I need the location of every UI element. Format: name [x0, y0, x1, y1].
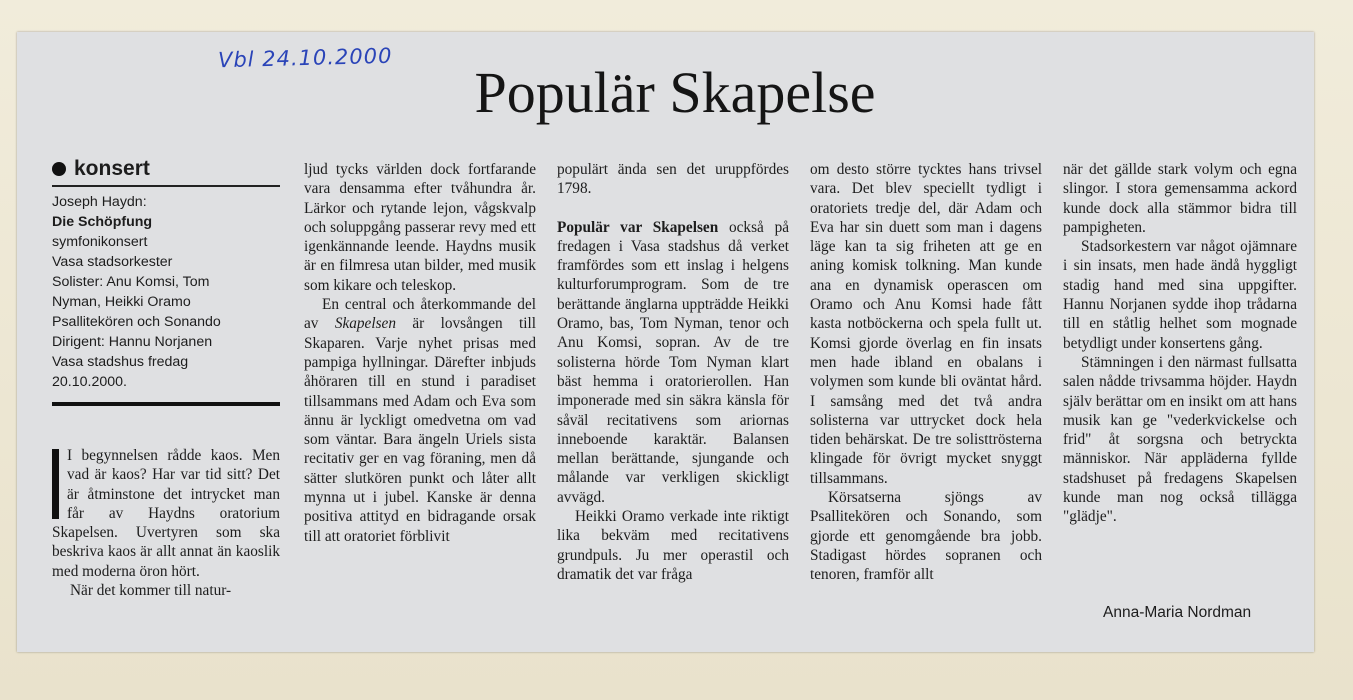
- paragraph: [557, 218, 789, 507]
- paragraph: Körsatserna sjöngs av Psallitekören och Sonando, som gjorde ett genomgående bra jobb. Stadigast hördes sopranen och tenoren, framför allt: [810, 489, 1042, 584]
- fact-line: Joseph Haydn:: [52, 194, 147, 210]
- paragraph: När det kommer till natur-: [70, 582, 232, 600]
- lead-paragraph: [52, 446, 280, 581]
- initial-bar: [52, 449, 59, 519]
- paragraph: populärt ända sen det uruppfördes 1798.: [557, 161, 789, 198]
- subheading: Populär var Skapelsen: [557, 218, 719, 236]
- italic-title: Skapelsen: [334, 315, 396, 333]
- author-byline: Anna-Maria Nordman: [1103, 604, 1252, 621]
- paragraph: ljud tycks världen dock fortfarande vara densamma efter tvåhundra år. Lärkor och rytande lejon, vågskvalp och soluppgång passerar revy med ett igenkännande leende. Haydns musik är en filmresa utan bilder, med musik som kikare och teleskop.: [304, 161, 536, 294]
- fact-line: Vasa stadsorkester: [52, 254, 173, 270]
- fact-line-work-title: Die Schöpfung: [52, 214, 153, 230]
- paragraph: [304, 295, 536, 546]
- fact-line: 20.10.2000.: [52, 374, 127, 390]
- paragraph: när det gällde stark volym och egna slingor. I stora gemensamma ackord kunde dock alla stämmor bidra till pampigheten.: [1063, 161, 1297, 236]
- lead-text: I begynnelsen rådde kaos. Men vad är kaos? Har var tid sitt? Det är åtminstone det intrycket man får av Haydns oratorium Skapelsen. Uvertyren som ska beskriva kaos är allt annat än kaoslik med moderna öron hört.: [52, 447, 280, 580]
- fact-list: [52, 192, 280, 392]
- fact-line: Vasa stadshus fredag: [52, 354, 189, 370]
- bullet-icon: [52, 162, 66, 176]
- paragraph: Stadsorkestern var något ojämnare i sin insats, men hade ändå hyggligt stadig hand med sina uppgifter. Hannu Norjanen sydde ihop trådarna till en ståtlig helhet som mognade betydligt under konsertens gång.: [1063, 238, 1297, 352]
- fact-line: Solister: Anu Komsi, Tom: [52, 274, 210, 290]
- text-run: är lovsången till Skaparen. Varje nyhet prisas med pampiga hyllningar. Därefter inbjuds åhöraren till en stund i paradiset tillsammans med Adam och Eva som ännu är lyckligt omedvetna om vad som väntar. Bara ängeln Uriels sista recitativ ger en vag föraning, men då sätter slutkören punkt och låter allt mynna ut i jubel. Kanske är denna positiva attityd en bidragande orsak till att oratoriet förblivit: [304, 315, 536, 545]
- article-column-2: [304, 160, 536, 546]
- article-column-1: [52, 446, 280, 600]
- paragraph: Heikki Oramo verkade inte riktigt lika bekväm med recitativens grundpuls. Ju mer operastil och dramatik det var fråga: [557, 508, 789, 583]
- text-run: också på fredagen i Vasa stadshus då verket framfördes som ett inslag i helgens kulturforumprogram. Som de tre berättande änglarna uppträdde Heikki Oramo, bas, Tom Nyman, tenor och Anu Komsi, sopran. Av de tre solisterna hörde Tom Nyman klart bäst hemma i oratorierollen. Han imponerade med sin säkra känsla för såväl recitativens som ariornas inneboende karaktär. Balansen mellan berättande, sjungande och målande var verkligen skickligt avvägd.: [557, 218, 790, 506]
- fact-line: Nyman, Heikki Oramo: [52, 294, 191, 310]
- article-column-4: [810, 160, 1042, 585]
- text-run: En central och återkommande del av: [304, 296, 536, 333]
- fact-line: symfonikonsert: [52, 234, 148, 250]
- paragraph: om desto större tycktes hans trivsel vara. Det blev speciellt tydligt i oratoriets tredje del, där Adam och Eva har sin duett som man i dagens läge kan ta sig friheten att ge en aning komisk tolkning. Man kunde ana en dynamisk operascen om Oramo och Anu Komsi hade fått kasta notböckerna och spela fullt ut. Komsi gjorde överlag en fin insats men hade ibland en obalans i volymen som kunde bli oväntat hård. I samsång med det två andra solisterna var uttrycket dock hela tiden behärskat. De tre solisttrösterna klingade för övrigt mycket snyggt tillsammans.: [810, 161, 1042, 487]
- kicker: [52, 156, 280, 187]
- article-column-5: [1063, 160, 1297, 527]
- fact-box-rule: [52, 402, 280, 406]
- concert-fact-box: [52, 156, 280, 406]
- article-headline: Populär Skapelse: [474, 60, 876, 125]
- handwritten-date-note: Vbl 24.10.2000: [217, 43, 393, 73]
- article-column-3: [557, 160, 789, 584]
- fact-line: Psallitekören och Sonando: [52, 314, 221, 330]
- fact-line: Dirigent: Hannu Norjanen: [52, 334, 213, 350]
- paragraph: Stämningen i den närmast fullsatta salen nådde trivsamma höjder. Haydn själv berättar om en insikt om att hans musik kan ge "vederkvickelse och frid" åt sorgsna och betryckta människor. När appläderna fyllde stadshuset på fredagens Skapelsen kunde man nog också tillägga "glädje".: [1063, 353, 1297, 526]
- kicker-label: konsert: [74, 157, 150, 180]
